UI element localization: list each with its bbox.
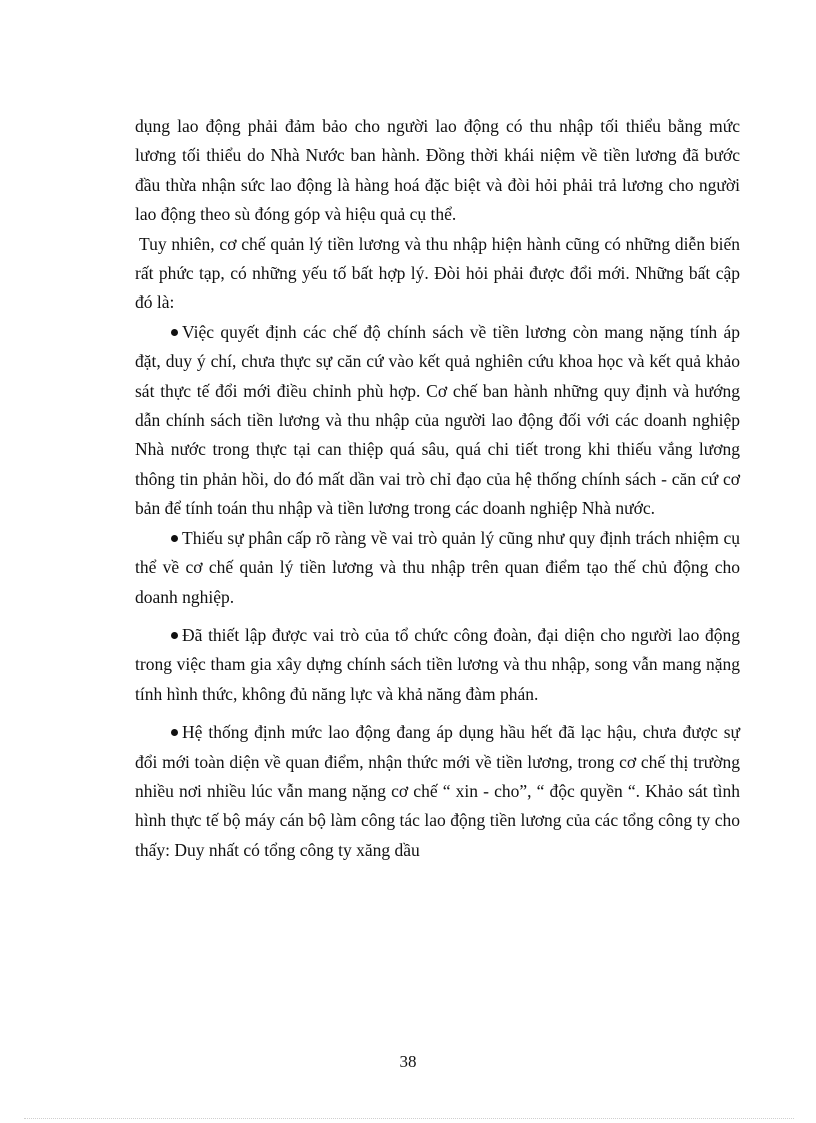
bullet-icon bbox=[171, 535, 178, 542]
paragraph-text: Tuy nhiên, cơ chế quản lý tiền lương và thu nhập hiện hành cũng có những diễn biến rất phức tạp, có những yếu tố bất hợp lý. Đòi hỏi phải được đổi mới. Những bất cập đó là: bbox=[135, 233, 740, 313]
bullet-icon bbox=[171, 329, 178, 336]
bullet-text: Thiếu sự phân cấp rõ ràng về vai trò quản lý cũng như quy định trách nhiệm cụ thể về cơ chế quản lý tiền lương và thu nhập trên quan điểm tạo thế chủ động cho doanh nghiệp. bbox=[135, 527, 740, 607]
bullet-item-trade-union bbox=[135, 621, 740, 709]
paragraph-shortcomings-intro bbox=[135, 230, 740, 318]
bullet-text: Việc quyết định các chế độ chính sách về tiền lương còn mang nặng tính áp đặt, duy ý chí, chưa thực sự căn cứ vào kết quả nghiên cứu khoa học và kết quả khảo sát thực tế đổi mới điều chỉnh phù hợp. Cơ chế ban hành những quy định và hướng dẫn chính sách tiền lương và thu nhập của người lao động đối với các doanh nghiệp Nhà nước trong thực tại can thiệp quá sâu, quá chi tiết trong khi thiếu vắng lương thông tin phản hồi, do đó mất dần vai trò chỉ đạo của hệ thống chính sách - căn cứ cơ bản để tính toán thu nhập và tiền lương trong các doanh nghiệp Nhà nước. bbox=[135, 321, 740, 519]
bullet-text: Hệ thống định mức lao động đang áp dụng hầu hết đã lạc hậu, chưa được sự đổi mới toàn diện về quan điểm, nhận thức mới về tiền lương, trong cơ chế thị trường nhiều nơi nhiều lúc vẫn mang nặng cơ chế “ xin - cho”, “ độc quyền “. Khảo sát tình hình thực tế bộ máy cán bộ làm công tác lao động tiền lương của các tổng công ty cho thấy: Duy nhất có tổng công ty xăng dầu bbox=[135, 722, 740, 860]
page-bottom-divider bbox=[24, 1118, 794, 1119]
bullet-item-labor-norms bbox=[135, 718, 740, 865]
paragraph-text: dụng lao động phải đảm bảo cho người lao động có thu nhập tối thiểu bằng mức lương tối thiểu do Nhà Nước ban hành. Đồng thời khái niệm về tiền lương đã bước đầu thừa nhận sức lao động là hàng hoá đặc biệt và đòi hỏi phải trả lương cho người lao động theo sù đóng góp và hiệu quả cụ thể. bbox=[135, 116, 740, 225]
bullet-text: Đã thiết lập được vai trò của tổ chức công đoàn, đại diện cho người lao động trong việc tham gia xây dựng chính sách tiền lương và thu nhập, song vẫn mang nặng tính hình thức, không đủ năng lực và khả năng đàm phán. bbox=[135, 624, 740, 704]
page-body bbox=[135, 112, 740, 865]
page-number: 38 bbox=[399, 1052, 417, 1071]
bullet-icon bbox=[171, 632, 178, 639]
bullet-icon bbox=[171, 729, 178, 736]
bullet-item-policy-imposition bbox=[135, 318, 740, 524]
bullet-item-decentralization bbox=[135, 524, 740, 612]
paragraph-wage-concept bbox=[135, 112, 740, 230]
